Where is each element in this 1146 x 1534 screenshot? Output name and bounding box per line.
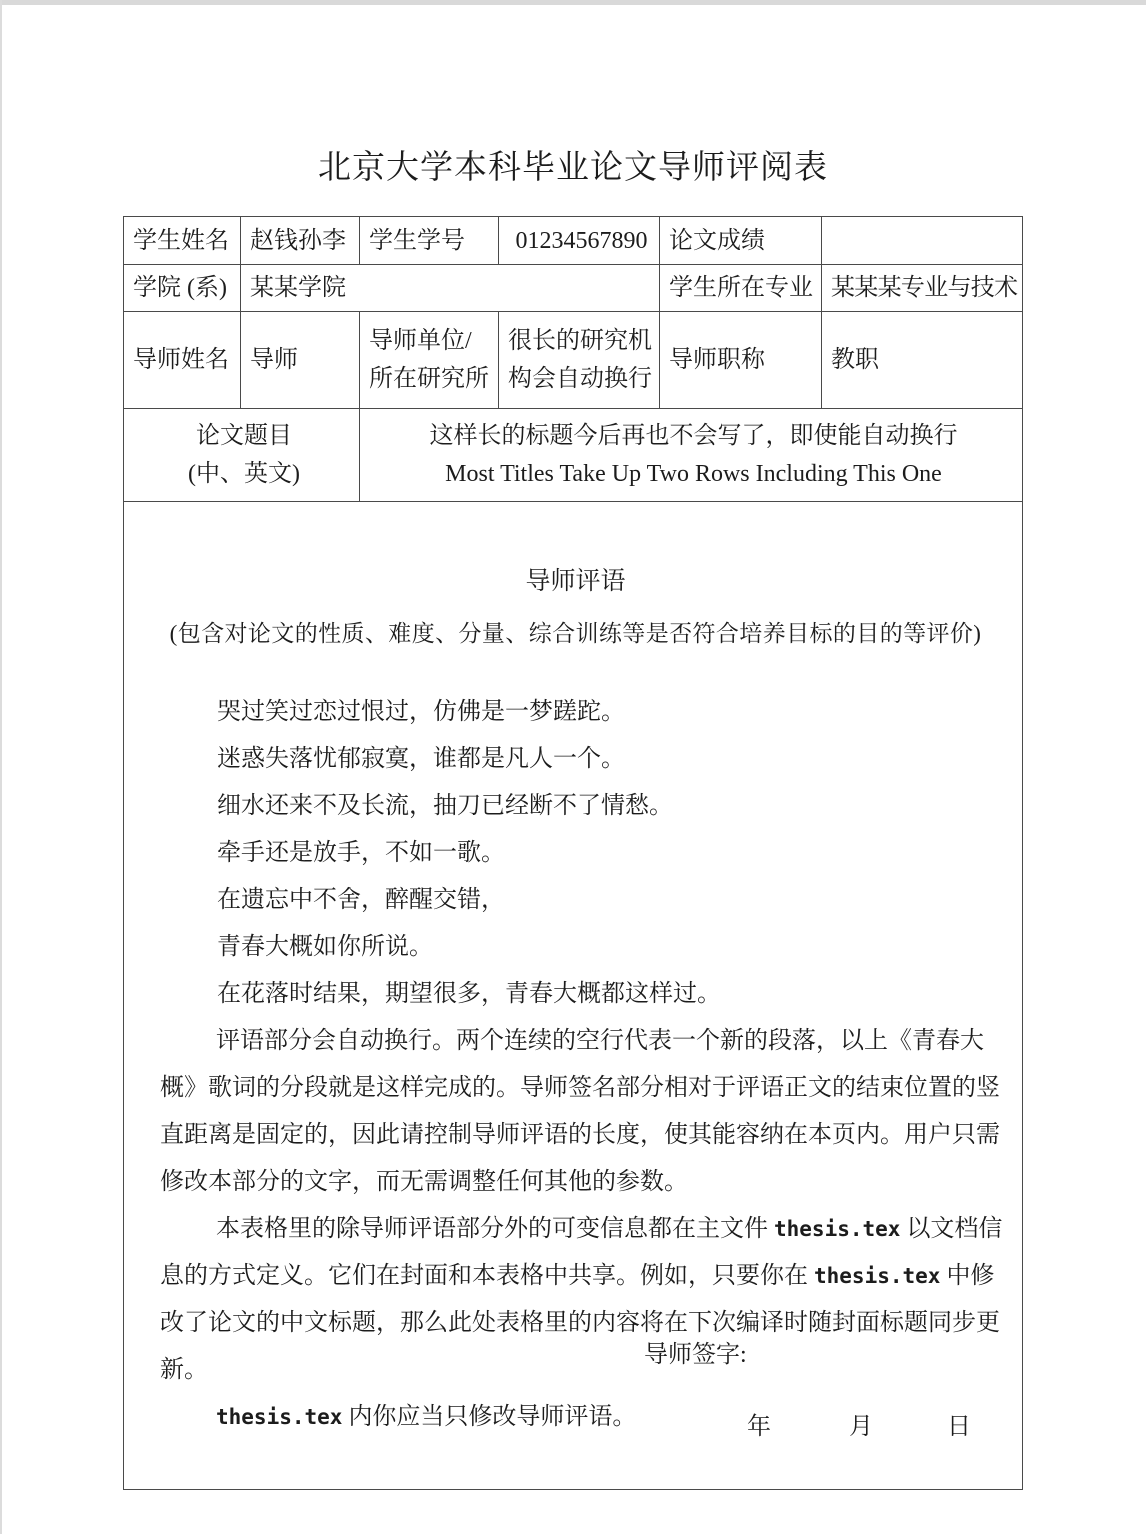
thesis-title-label-line1: 论文题目 xyxy=(196,423,292,449)
advisor-comments-cell xyxy=(124,502,1023,1490)
paragraph-text: 内你应当只修改导师评语。 xyxy=(342,1404,637,1430)
table-row xyxy=(124,312,1023,409)
comments-body xyxy=(160,689,1009,1441)
paragraph-text: 本表格里的除导师评语部分外的可变信息都在主文件 xyxy=(216,1216,774,1242)
comment-paragraph xyxy=(160,1394,1009,1441)
paragraph-text: 评语部分会自动换行。两个连续的空行代表一个新的段落，以上《青春大概》歌词的分段就是这样完成的。导师签名部分相对于评语正文的结束位置的竖直距离是固定的，因此请控制导师评语的长度，使其能容纳在本页内。用户只需修改本部分的文字，而无需调整任何其他的参数。 xyxy=(160,1028,1000,1195)
thesis-title-zh: 这样长的标题今后再也不会写了，即使能自动换行 xyxy=(429,423,958,449)
table-row xyxy=(124,217,1023,265)
thesis-score-value xyxy=(822,217,1023,265)
date-day-label: 日 xyxy=(947,1414,971,1440)
student-id-value: 01234567890 xyxy=(499,217,660,265)
viewer-edge-left xyxy=(0,0,2,1534)
table-row xyxy=(124,502,1023,1490)
inline-code: thesis.tex xyxy=(774,1217,901,1241)
advisor-title-value: 教职 xyxy=(822,312,1023,409)
advisor-affiliation-label: 导师单位/所在研究所 xyxy=(360,312,499,409)
inline-code: thesis.tex xyxy=(814,1264,941,1288)
comment-paragraph xyxy=(160,1018,1009,1206)
table-row xyxy=(124,409,1023,502)
comments-note: (包含对论文的性质、难度、分量、综合训练等是否符合培养目标的目的等评价) xyxy=(169,621,982,646)
advisor-title-label: 导师职称 xyxy=(660,312,822,409)
paragraph-text: 以文档信息的方式定义。它们在封面和本表格中共享。例如，只要你在 xyxy=(160,1216,1003,1289)
viewer-edge-top xyxy=(0,0,1146,5)
info-table xyxy=(123,216,1023,1490)
student-name-label: 学生姓名 xyxy=(124,217,241,265)
student-name-value: 赵钱孙李 xyxy=(241,217,360,265)
paragraph-text: 中修改了论文的中文标题，那么此处表格里的内容将在下次编译时随封面标题同步更新。 xyxy=(160,1263,1000,1383)
poem-line: 细水还来不及长流，抽刀已经断不了情愁。 xyxy=(217,793,673,819)
thesis-score-label: 论文成绩 xyxy=(660,217,822,265)
advisor-affiliation-value: 很长的研究机构会自动换行 xyxy=(499,312,660,409)
date-year-label: 年 xyxy=(747,1414,771,1440)
date-month-label: 月 xyxy=(849,1414,873,1440)
comment-poem xyxy=(217,689,1009,1018)
student-id-label: 学生学号 xyxy=(360,217,499,265)
advisor-signature-label: 导师签字: xyxy=(644,1342,747,1368)
thesis-title-label-line2: (中、英文) xyxy=(188,461,300,487)
poem-line: 青春大概如你所说。 xyxy=(217,934,433,960)
poem-line: 牵手还是放手，不如一歌。 xyxy=(217,840,505,866)
major-value: 某某某专业与技术 xyxy=(822,265,1023,312)
comments-heading: 导师评语 xyxy=(525,568,626,595)
table-row xyxy=(124,265,1023,312)
poem-line: 在花落时结果，期望很多，青春大概都这样过。 xyxy=(217,981,721,1007)
advisor-name-label: 导师姓名 xyxy=(124,312,241,409)
poem-line: 哭过笑过恋过恨过，仿佛是一梦蹉跎。 xyxy=(217,699,625,725)
page-title: 北京大学本科毕业论文导师评阅表 xyxy=(318,150,828,186)
school-label: 学院 (系) xyxy=(124,265,241,312)
school-value: 某某学院 xyxy=(241,265,660,312)
thesis-title-value xyxy=(360,409,1023,502)
poem-line: 迷惑失落忧郁寂寞，谁都是凡人一个。 xyxy=(217,746,625,772)
advisor-name-value: 导师 xyxy=(241,312,360,409)
comment-paragraphs xyxy=(160,1018,1009,1441)
thesis-title-en: Most Titles Take Up Two Rows Including This One xyxy=(445,461,942,487)
thesis-title-label xyxy=(124,409,360,502)
comment-paragraph xyxy=(160,1206,1009,1394)
major-label: 学生所在专业 xyxy=(660,265,822,312)
poem-line: 在遗忘中不舍，醉醒交错， xyxy=(217,887,505,913)
inline-code: thesis.tex xyxy=(216,1405,343,1429)
